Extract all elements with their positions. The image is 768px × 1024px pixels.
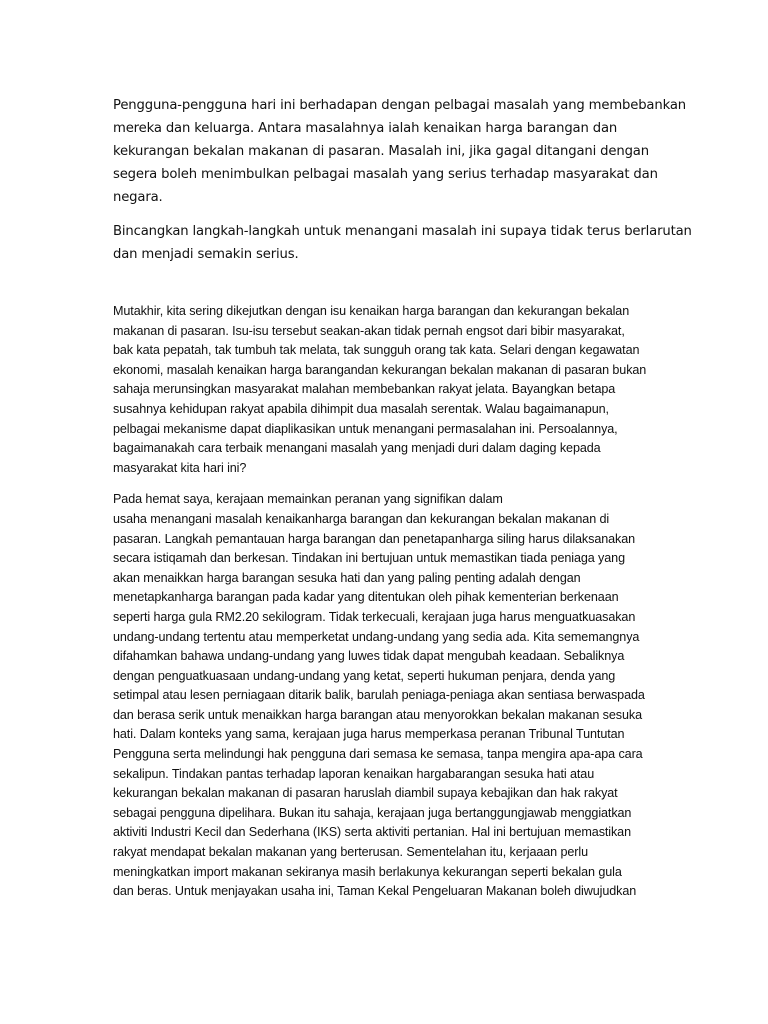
text-line: seperti harga gula RM2.20 sekilogram. Tidak terkecuali, kerajaan juga harus menguatkuasakan <box>113 609 636 624</box>
text-line: kekurangan bekalan makanan di pasaran haruslah diambil supaya kebajikan dan hak rakyat <box>113 786 618 801</box>
text-line: segera boleh menimbulkan pelbagai masalah yang serius terhadap masyarakat dan <box>113 167 658 182</box>
text-line: sekalipun. Tindakan pantas terhadap laporan kenaikan hargabarangan sesuka hati atau <box>113 766 595 781</box>
text-line: pelbagai mekanisme dapat diaplikasikan untuk menangani permasalahan ini. Persoalannya, <box>113 421 618 436</box>
text-line: hati. Dalam konteks yang sama, kerajaan juga harus memperkasa peranan Tribunal Tuntutan <box>113 727 625 742</box>
text-line: Pada hemat saya, kerajaan memainkan peranan yang signifikan dalam <box>113 492 503 507</box>
text-line: usaha menangani masalah kenaikanharga barangan dan kekurangan bekalan makanan di <box>113 511 610 526</box>
text-line: rakyat mendapat bekalan makanan yang berterusan. Sementelahan itu, kerjaaan perlu <box>113 845 588 860</box>
text-line: aktiviti Industri Kecil dan Sederhana (IKS) serta aktiviti pertanian. Hal ini bertujuan memastikan <box>113 825 631 840</box>
text-line: sebagai pengguna dipelihara. Bukan itu sahaja, kerajaan juga bertanggungjawab menggiatkan <box>113 805 632 820</box>
text-line: Pengguna serta melindungi hak pengguna dari semasa ke semasa, tanpa mengira apa-apa cara <box>113 747 643 762</box>
text-line: secara istiqamah dan berkesan. Tindakan ini bertujuan untuk memastikan tiada peniaga yang <box>113 551 625 566</box>
text-line: susahnya kehidupan rakyat apabila dihimpit dua masalah serentak. Walau bagaimanapun, <box>113 401 609 416</box>
text-line: masyarakat kita hari ini? <box>113 460 247 475</box>
essay-body-paragraph <box>113 490 673 901</box>
text-line: dengan penguatkuasaan undang-undang yang ketat, seperti hukuman penjara, denda yang <box>113 668 616 683</box>
text-line: dan menjadi semakin serius. <box>113 247 299 262</box>
text-line: setimpal atau lesen perniagaan ditarik balik, barulah peniaga-peniaga akan sentiasa berwaspada <box>113 688 645 703</box>
text-line: akan menaikkan harga barangan sesuka hati dan yang paling penting adalah dengan <box>113 570 581 585</box>
text-line: bak kata pepatah, tak tumbuh tak melata, tak sungguh orang tak kata. Selari dengan kegawatan <box>113 343 640 358</box>
text-line: undang-undang tertentu atau memperketat undang-undang yang sedia ada. Kita sememangnya <box>113 629 640 644</box>
text-line: negara. <box>113 190 163 205</box>
text-line: ekonomi, masalah kenaikan harga barangandan kekurangan bekalan makanan di pasaran bukan <box>113 362 647 377</box>
text-line: sahaja merunsingkan masyarakat malahan membebankan rakyat jelata. Bayangkan betapa <box>113 382 616 397</box>
question-paragraph-1 <box>113 94 686 209</box>
essay-body <box>113 302 673 902</box>
text-line: Bincangkan langkah-langkah untuk menangani masalah ini supaya tidak terus berlarutan <box>113 224 692 239</box>
question-paragraph-2 <box>113 220 692 266</box>
text-line: menetapkanharga barangan pada kadar yang ditentukan oleh pihak kementerian berkenaan <box>113 590 619 605</box>
text-line: difahamkan bahawa undang-undang yang luwes tidak dapat mengubah keadaan. Sebaliknya <box>113 649 625 664</box>
text-line: Pengguna-pengguna hari ini berhadapan dengan pelbagai masalah yang membebankan <box>113 98 686 113</box>
text-line: pasaran. Langkah pemantauan harga barangan dan penetapanharga siling harus dilaksanakan <box>113 531 636 546</box>
text-line: kekurangan bekalan makanan di pasaran. Masalah ini, jika gagal ditangani dengan <box>113 144 649 159</box>
essay-question <box>113 94 692 266</box>
text-line: meningkatkan import makanan sekiranya masih berlakunya kekurangan seperti bekalan gula <box>113 864 622 879</box>
text-line: dan beras. Untuk menjayakan usaha ini, Taman Kekal Pengeluaran Makanan boleh diwujudkan <box>113 884 637 899</box>
essay-introduction-paragraph <box>113 302 673 478</box>
text-line: makanan di pasaran. Isu-isu tersebut seakan-akan tidak pernah engsot dari bibir masyarakat, <box>113 323 625 338</box>
text-line: mereka dan keluarga. Antara masalahnya ialah kenaikan harga barangan dan <box>113 121 618 136</box>
text-line: Mutakhir, kita sering dikejutkan dengan isu kenaikan harga barangan dan kekurangan bekalan <box>113 304 630 318</box>
text-line: bagaimanakah cara terbaik menangani masalah yang menjadi duri dalam daging kepada <box>113 441 601 456</box>
text-line: dan berasa serik untuk menaikkan harga barangan atau menyorokkan bekalan makanan sesuka <box>113 707 642 722</box>
